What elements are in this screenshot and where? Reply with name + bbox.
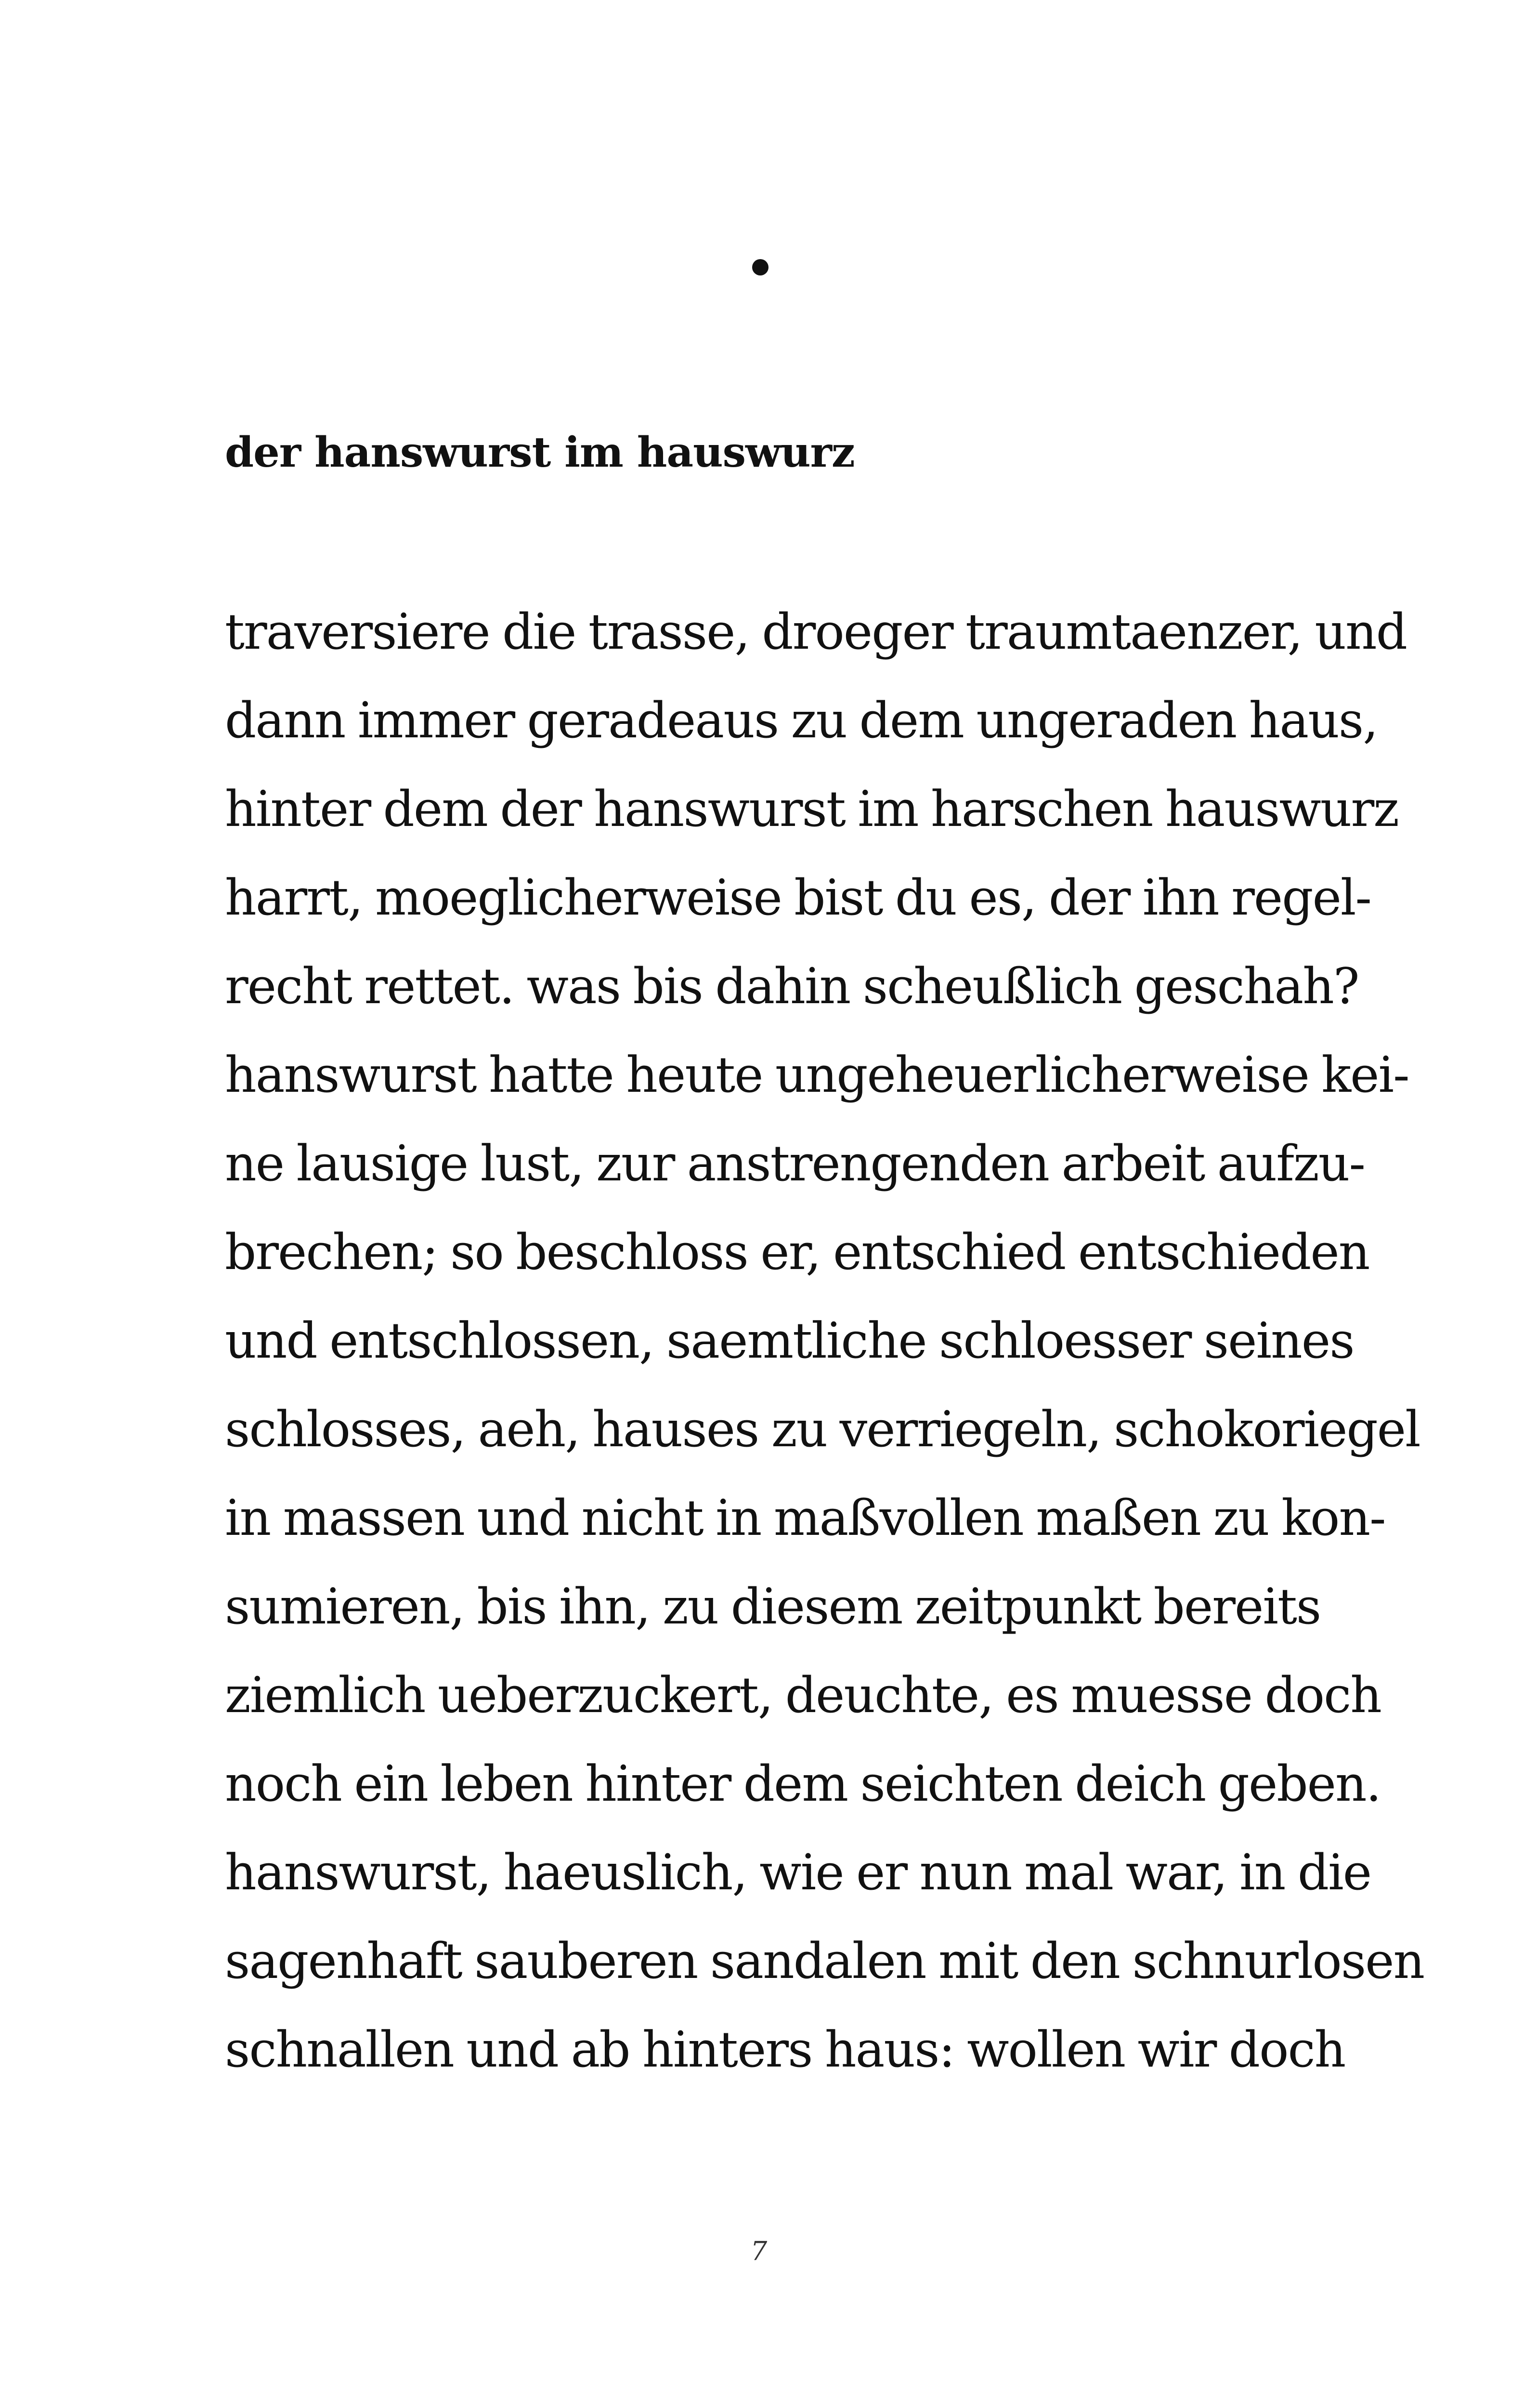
text-line: hanswurst hatte heute ungeheuerlicherweise kei- (225, 1047, 1409, 1104)
body-text (225, 600, 1424, 2106)
text-line: dann immer geradeaus zu dem ungeraden haus, (225, 692, 1378, 749)
page-number: 7 (750, 2236, 768, 2266)
text-line: noch ein leben hinter dem seichten deich geben. (225, 1755, 1381, 1813)
text-line: und entschlossen, saemtliche schloesser seines (225, 1312, 1354, 1370)
text-line: in massen und nicht in maßvollen maßen zu kon- (225, 1490, 1385, 1547)
text-line: ne lausige lust, zur anstrengenden arbeit aufzu- (225, 1135, 1365, 1192)
text-line: schnallen und ab hinters haus: wollen wir doch (225, 2021, 1345, 2079)
chapter-title: der hanswurst im hauswurz (225, 428, 855, 477)
text-line: sagenhaft sauberen sandalen mit den schnurlosen (225, 1933, 1424, 1990)
text-line: harrt, moeglicherweise bist du es, der ihn regel- (225, 869, 1371, 927)
text-line: brechen; so beschloss er, entschied entschieden (225, 1224, 1369, 1281)
ornament-dot (752, 259, 768, 275)
text-line: sumieren, bis ihn, zu diesem zeitpunkt bereits (225, 1578, 1321, 1636)
text-line: hanswurst, haeuslich, wie er nun mal war, in die (225, 1844, 1371, 1901)
text-line: hinter dem der hanswurst im harschen hauswurz (225, 781, 1398, 838)
text-line: ziemlich ueberzuckert, deuchte, es muesse doch (225, 1667, 1381, 1724)
text-line: traversiere die trasse, droeger traumtaenzer, und (225, 603, 1407, 661)
text-line: schlosses, aeh, hauses zu verriegeln, schokoriegel (225, 1401, 1420, 1458)
text-line: recht rettet. was bis dahin scheußlich geschah? (225, 958, 1359, 1015)
